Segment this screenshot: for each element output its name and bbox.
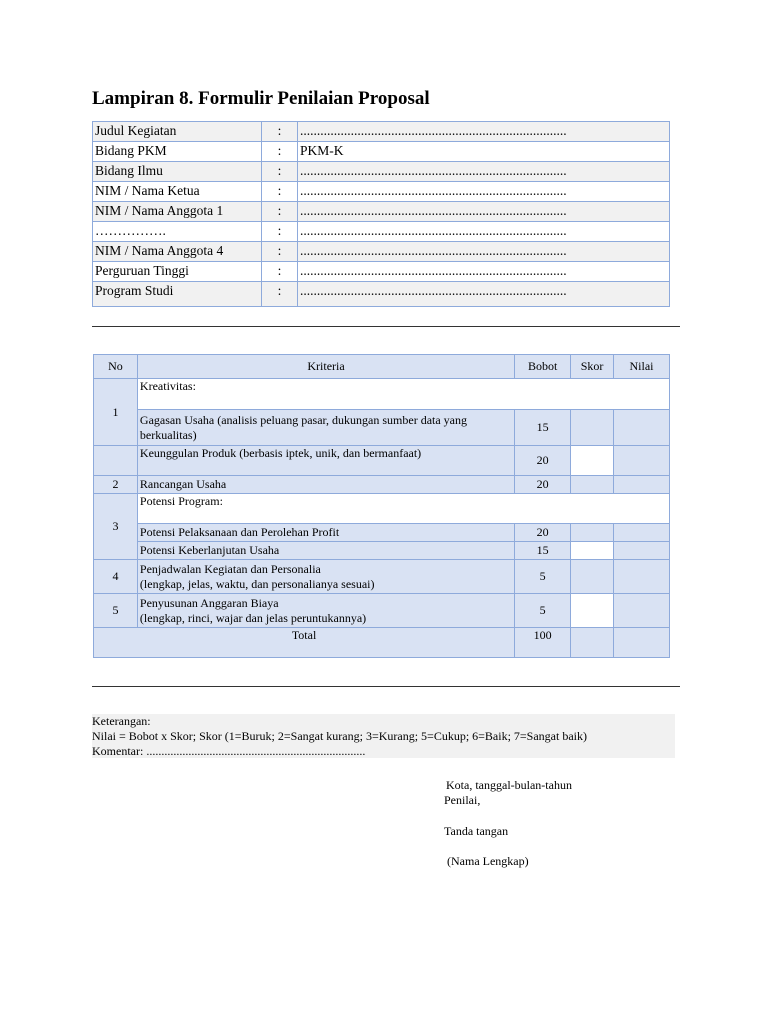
header-kriteria: Kriteria <box>137 355 514 379</box>
criteria-item: Rancangan Usaha <box>137 476 514 494</box>
criteria-item: Potensi Keberlanjutan Usaha <box>137 542 514 560</box>
info-row <box>93 142 670 162</box>
row-number: 1 <box>94 379 138 446</box>
table-row <box>94 410 670 446</box>
info-row <box>93 242 670 262</box>
page-title: Lampiran 8. Formulir Penilaian Proposal <box>92 88 430 109</box>
criteria-item <box>137 560 514 594</box>
nilai-cell[interactable] <box>614 524 670 542</box>
total-row <box>94 628 670 658</box>
row-number-empty <box>94 446 138 476</box>
info-label: NIM / Nama Anggota 4 <box>93 242 262 262</box>
header-skor: Skor <box>571 355 614 379</box>
table-row <box>94 560 670 594</box>
info-value: PKM-K <box>298 142 670 162</box>
nilai-cell[interactable] <box>614 476 670 494</box>
total-nilai-cell[interactable] <box>614 628 670 658</box>
info-label: NIM / Nama Ketua <box>93 182 262 202</box>
skor-cell[interactable] <box>571 560 614 594</box>
info-value: ............................................................................... <box>298 262 670 282</box>
nilai-cell[interactable] <box>614 410 670 446</box>
signature-name: (Nama Lengkap) <box>447 854 529 868</box>
info-value: ............................................................................... <box>298 282 670 307</box>
info-row <box>93 202 670 222</box>
table-row <box>94 542 670 560</box>
criteria-bobot: 20 <box>515 524 571 542</box>
row-number: 4 <box>94 560 138 594</box>
info-separator: : <box>262 262 298 282</box>
criteria-bobot: 5 <box>515 594 571 628</box>
info-value: ............................................................................... <box>298 242 670 262</box>
info-row <box>93 182 670 202</box>
signature-place-date: Kota, tanggal-bulan-tahun <box>446 778 572 792</box>
header-no: No <box>94 355 138 379</box>
criteria-bobot: 20 <box>515 476 571 494</box>
row-number: 2 <box>94 476 138 494</box>
keterangan-heading: Keterangan: <box>92 714 151 728</box>
info-separator: : <box>262 142 298 162</box>
skor-cell[interactable] <box>571 410 614 446</box>
info-separator: : <box>262 162 298 182</box>
nilai-cell[interactable] <box>614 542 670 560</box>
signature-sign: Tanda tangan <box>444 824 509 838</box>
info-row <box>93 262 670 282</box>
skor-cell[interactable] <box>571 446 614 476</box>
criteria-bobot: 5 <box>515 560 571 594</box>
total-bobot: 100 <box>515 628 571 658</box>
info-value: ............................................................................... <box>298 162 670 182</box>
info-value: ............................................................................... <box>298 222 670 242</box>
info-value: ............................................................................... <box>298 182 670 202</box>
nilai-cell[interactable] <box>614 446 670 476</box>
info-label: ……………. <box>93 222 262 242</box>
skor-cell[interactable] <box>571 524 614 542</box>
criteria-line: (lengkap, rinci, wajar dan jelas peruntukannya) <box>139 610 367 625</box>
info-label: Perguruan Tinggi <box>93 262 262 282</box>
info-label: NIM / Nama Anggota 1 <box>93 202 262 222</box>
criteria-item: Potensi Pelaksanaan dan Perolehan Profit <box>137 524 514 542</box>
criteria-heading: Potensi Program: <box>137 494 669 524</box>
info-label: Program Studi <box>93 282 262 307</box>
info-row <box>93 282 670 307</box>
info-label: Bidang Ilmu <box>93 162 262 182</box>
criteria-item: Keunggulan Produk (berbasis iptek, unik, dan bermanfaat) <box>137 446 514 476</box>
skor-cell[interactable] <box>571 476 614 494</box>
header-bobot: Bobot <box>515 355 571 379</box>
info-row <box>93 162 670 182</box>
table-row <box>94 594 670 628</box>
info-separator: : <box>262 242 298 262</box>
criteria-bobot: 15 <box>515 410 571 446</box>
info-separator: : <box>262 282 298 307</box>
skor-cell[interactable] <box>571 542 614 560</box>
skor-cell[interactable] <box>571 594 614 628</box>
criteria-item <box>137 594 514 628</box>
table-row <box>94 446 670 476</box>
proposal-info-table <box>92 121 670 307</box>
header-nilai: Nilai <box>614 355 670 379</box>
table-row <box>94 494 670 524</box>
criteria-line: (lengkap, jelas, waktu, dan personalianya sesuai) <box>139 576 375 591</box>
keterangan-box <box>92 714 675 758</box>
table-row <box>94 476 670 494</box>
signature-role: Penilai, <box>444 793 481 807</box>
table-header-row <box>94 355 670 379</box>
criteria-line: Penjadwalan Kegiatan dan Personalia <box>139 561 321 576</box>
nilai-cell[interactable] <box>614 594 670 628</box>
divider <box>92 326 680 327</box>
info-label: Bidang PKM <box>93 142 262 162</box>
table-row <box>94 379 670 410</box>
divider <box>92 686 680 687</box>
total-skor-cell[interactable] <box>571 628 614 658</box>
scoring-table <box>93 354 670 658</box>
row-number: 5 <box>94 594 138 628</box>
nilai-cell[interactable] <box>614 560 670 594</box>
criteria-bobot: 15 <box>515 542 571 560</box>
info-separator: : <box>262 202 298 222</box>
total-label: Total <box>94 628 515 658</box>
criteria-bobot: 20 <box>515 446 571 476</box>
info-value: ............................................................................... <box>298 202 670 222</box>
info-separator: : <box>262 182 298 202</box>
info-separator: : <box>262 122 298 142</box>
table-row <box>94 524 670 542</box>
criteria-line: Penyusunan Anggaran Biaya <box>139 595 279 610</box>
criteria-heading: Kreativitas: <box>137 379 669 410</box>
info-row <box>93 122 670 142</box>
keterangan-formula: Nilai = Bobot x Skor; Skor (1=Buruk; 2=Sangat kurang; 3=Kurang; 5=Cukup; 6=Baik; 7=Sangat baik) <box>92 729 587 743</box>
row-number: 3 <box>94 494 138 560</box>
criteria-item: Gagasan Usaha (analisis peluang pasar, dukungan sumber data yang berkualitas) <box>137 410 514 446</box>
info-row <box>93 222 670 242</box>
komentar-line: Komentar: ......................................................................... <box>92 744 366 758</box>
info-value: ............................................................................... <box>298 122 670 142</box>
info-label: Judul Kegiatan <box>93 122 262 142</box>
info-separator: : <box>262 222 298 242</box>
